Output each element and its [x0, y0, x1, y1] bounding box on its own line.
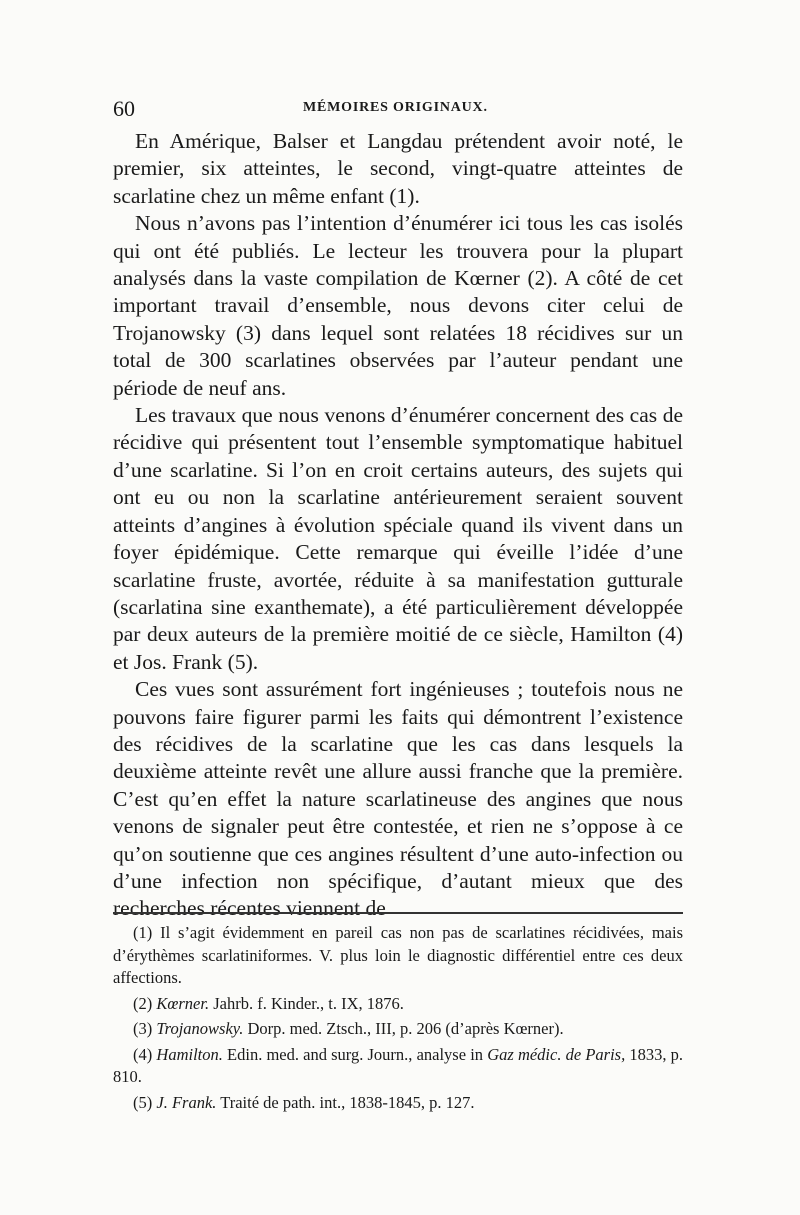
- footnote: [113, 922, 683, 990]
- footnote-marker: (1): [133, 923, 153, 942]
- footnote: [113, 1092, 683, 1115]
- footnote: [113, 1018, 683, 1041]
- footnote: [113, 993, 683, 1016]
- footnote: [113, 1044, 683, 1089]
- running-head: MÉMOIRES ORIGINAUX.: [303, 100, 488, 115]
- body-text: [113, 128, 683, 923]
- footnote-tail: 1833, p. 810.: [113, 1044, 684, 1086]
- footnote-divider: [113, 912, 683, 914]
- footnote-text: Jahrb. f. Kinder., t. IX, 1876.: [213, 993, 404, 1013]
- footnote-marker: (2): [133, 993, 153, 1013]
- footnote-author: Hamilton.: [156, 1044, 223, 1064]
- footnote-author: Trojanowsky.: [156, 1019, 244, 1038]
- page-number: 60: [113, 96, 135, 121]
- footnote-marker: (4): [133, 1044, 153, 1064]
- footnote-author: Kœrner.: [156, 993, 210, 1013]
- page-header: [113, 96, 683, 126]
- paragraph: Ces vues sont assurément fort ingénieuses ; toutefois nous ne pouvons faire figurer parmi les faits qui démontrent l’existence des récidives de la scarlatine que les cas dans lesquels la deuxième atteinte revêt une allure aussi franche que la première. C’est qu’en effet la nature scarlatineuse des angines que nous venons de signaler peut être contestée, et rien ne s’oppose à ce qu’on soutienne que ces angines résultent d’une auto-infection ou d’une infection non spécifique, d’autant mieux que des recherches récentes viennent de: [113, 677, 683, 921]
- footnote-text: Dorp. med. Ztsch., III, p. 206 (d’après Kœrner).: [247, 1019, 564, 1038]
- footnote-text: Traité de path. int., 1838-1845, p. 127.: [220, 1092, 475, 1112]
- footnote-journal: Gaz médic. de Paris,: [487, 1044, 626, 1064]
- footnote-marker: (5): [133, 1092, 153, 1112]
- paragraph: En Amérique, Balser et Langdau prétendent avoir noté, le premier, six atteintes, le second, vingt-quatre atteintes de scarlatine chez un même enfant (1).: [113, 129, 683, 208]
- paragraph: Nous n’avons pas l’intention d’énumérer ici tous les cas isolés qui ont été publiés. Le lecteur les trouvera pour la plupart analysés dans la vaste compilation de Kœrner (2). A côté de cet important travail d’ensemble, nous devons citer celui de Trojanowsky (3) dans lequel sont relatées 18 récidives sur un total de 300 scarlatines observées par l’auteur pendant une période de neuf ans.: [113, 211, 683, 400]
- footnote-marker: (3): [133, 1019, 153, 1038]
- footnote-author: J. Frank.: [156, 1092, 217, 1112]
- paragraph: Les travaux que nous venons d’énumérer concernent des cas de récidive qui présentent tout l’ensemble symptomatique habituel d’une scarlatine. Si l’on en croit certains auteurs, des sujets qui ont eu ou non la scarlatine antérieurement seraient souvent atteints d’angines à évolution spéciale quand ils vivent dans un foyer épidémique. Cette remarque qui éveille l’idée d’une scarlatine fruste, avortée, réduite à sa manifestation gutturale (scarlatina sine exanthemate), a été particulièrement développée par deux auteurs de la première moitié de ce siècle, Hamilton (4) et Jos. Frank (5).: [113, 403, 683, 674]
- footnote-text: Il s’agit évidemment en pareil cas non pas de scarlatines récidivées, mais d’érythèmes scarlatiniformes. V. plus loin le diagnostic différentiel entre ces deux affections.: [113, 923, 683, 987]
- footnote-text: Edin. med. and surg. Journ., analyse in: [227, 1044, 484, 1064]
- footnotes: [113, 922, 683, 1117]
